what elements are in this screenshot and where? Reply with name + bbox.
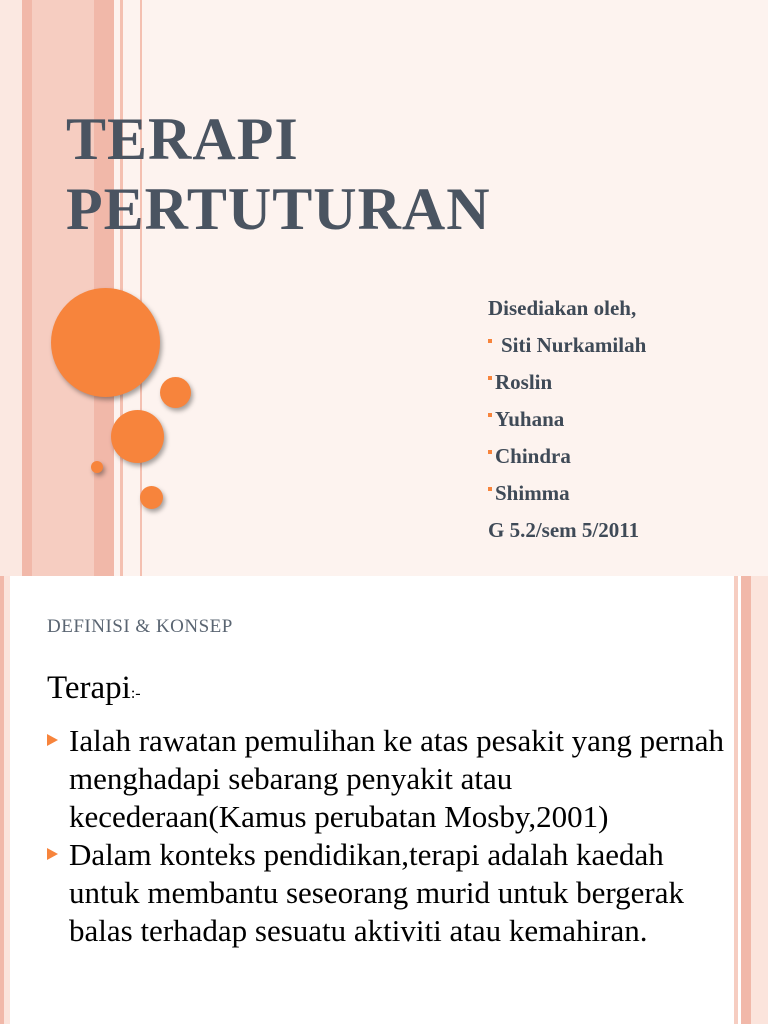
term-text: Terapi	[47, 670, 131, 706]
decorative-circle	[51, 288, 160, 397]
author-item	[488, 438, 646, 475]
section-heading: DEFINISI & KONSEP	[47, 616, 233, 637]
author-name: Yuhana	[495, 407, 565, 431]
arrow-bullet-icon	[47, 734, 58, 746]
author-item	[488, 475, 646, 512]
author-item	[488, 327, 646, 364]
decorative-stripe	[734, 576, 738, 1024]
square-bullet-icon	[488, 339, 492, 343]
author-item	[488, 401, 646, 438]
class-info: G 5.2/sem 5/2011	[488, 518, 640, 542]
decorative-circle	[160, 377, 191, 408]
definition-list	[47, 722, 727, 950]
square-bullet-icon	[488, 487, 492, 491]
decorative-circle	[140, 486, 163, 509]
arrow-bullet-icon	[47, 848, 58, 860]
definition-slide	[0, 576, 768, 1024]
definition-item	[47, 836, 727, 950]
author-name: Chindra	[495, 444, 571, 468]
decorative-stripe	[751, 576, 768, 1024]
slide-title	[66, 104, 491, 244]
term-heading	[47, 670, 141, 707]
author-list	[488, 290, 646, 549]
term-suffix: :-	[130, 685, 141, 702]
decorative-stripe	[741, 576, 751, 1024]
decorative-circle	[111, 410, 164, 463]
decorative-stripe	[32, 0, 94, 576]
author-name: Siti Nurkamilah	[501, 333, 647, 357]
square-bullet-icon	[488, 413, 492, 417]
author-name: Shimma	[495, 481, 570, 505]
author-name: Roslin	[495, 370, 553, 394]
decorative-stripe	[4, 576, 10, 1024]
square-bullet-icon	[488, 450, 492, 454]
decorative-stripe	[0, 0, 22, 576]
square-bullet-icon	[488, 376, 492, 380]
definition-item	[47, 722, 727, 836]
prepared-by-label: Disediakan oleh,	[488, 296, 637, 320]
decorative-circle	[91, 461, 103, 473]
slide-title-line: TERAPI	[66, 106, 299, 172]
author-item	[488, 364, 646, 401]
definition-text: Dalam konteks pendidikan,terapi adalah kaedah untuk membantu seseorang murid untuk bergerak balas terhadap sesuatu aktiviti atau kemahiran.	[69, 837, 684, 948]
decorative-stripe	[120, 0, 123, 576]
decorative-stripe	[22, 0, 32, 576]
slide-title-line: PERTUTURAN	[66, 176, 491, 242]
definition-text: Ialah rawatan pemulihan ke atas pesakit yang pernah menghadapi sebarang penyakit atau kecederaan(Kamus perubatan Mosby,2001)	[69, 723, 725, 834]
